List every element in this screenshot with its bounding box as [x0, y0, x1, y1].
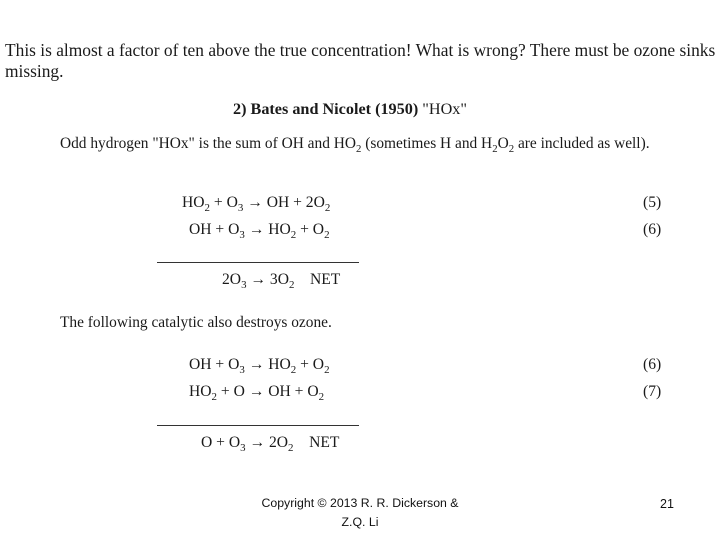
reaction-6-t0: OH + O [189, 221, 240, 238]
reaction-7 [189, 383, 324, 401]
reaction-6-t4: + O [296, 221, 325, 238]
reaction-7-t2: + O → OH + O [216, 383, 319, 400]
reaction-6-number: (6) [643, 221, 662, 238]
reaction-6b-s5: 2 [324, 363, 330, 376]
net-2-t2: → 2O [245, 434, 289, 451]
reaction-7-s1: 2 [211, 390, 217, 403]
reaction-6b-s3: 2 [290, 363, 297, 376]
reaction-6-s5: 2 [324, 228, 330, 241]
reaction-5-number: (5) [643, 194, 662, 211]
net-reaction-2 [201, 434, 339, 452]
intro-text: This is almost a factor of ten above the true concentration! What is wrong? There must be ozone sinks missing. [5, 40, 716, 81]
reaction-6b-t4: + O [296, 356, 325, 373]
reaction-6b-t2: → HO [244, 356, 291, 373]
net-1-s3: 2 [288, 278, 295, 291]
reaction-6-t2: → HO [244, 221, 291, 238]
para1-part-d: are included as well). [514, 135, 650, 152]
sum-rule-1 [157, 262, 359, 263]
reaction-6b-s1: 3 [239, 363, 245, 376]
net-1-t2: → 3O [246, 271, 289, 288]
reaction-5-t2: + O [209, 194, 238, 211]
reaction-6b-number: (6) [643, 356, 662, 373]
reaction-6b [189, 356, 330, 374]
hox-definition-paragraph [60, 134, 710, 154]
net-1-s1: 3 [241, 278, 247, 291]
copyright-notice: Copyright © 2013 R. R. Dickerson & Z.Q. Li [261, 496, 459, 529]
para1-sub-b: 2 [492, 142, 498, 155]
net-reaction-1 [222, 271, 340, 289]
reaction-6 [189, 221, 330, 239]
para1-part-b: (sometimes H and H [361, 135, 493, 152]
reaction-7-number: (7) [643, 383, 662, 400]
page-number: 21 [660, 497, 674, 511]
para1-sub-a: 2 [355, 142, 362, 155]
reaction-5-t0: HO [182, 194, 205, 211]
reaction-6-s3: 2 [290, 228, 297, 241]
para1-part-a: Odd hydrogen "HOx" is the sum of OH and HO [60, 135, 356, 152]
reaction-7-s3: 2 [318, 390, 325, 403]
section-heading-quote: "HOx" [422, 100, 467, 118]
reaction-5 [182, 194, 330, 212]
para1-sub-c: 2 [508, 142, 515, 155]
reaction-5-t4: → OH + 2O [243, 194, 325, 211]
reaction-6-s1: 3 [239, 228, 245, 241]
net-2-s1: 3 [240, 441, 246, 454]
section-heading-main: 2) Bates and Nicolet (1950) [233, 100, 419, 118]
reaction-5-s5: 2 [324, 201, 331, 214]
net-1-t0: 2O [222, 271, 242, 288]
reaction-7-t0: HO [189, 383, 212, 400]
net-1-label: NET [294, 271, 341, 288]
reaction-5-s1: 2 [204, 201, 210, 214]
net-2-s3: 2 [288, 441, 294, 454]
section-heading [233, 100, 467, 119]
reaction-6b-t0: OH + O [189, 356, 240, 373]
para1-part-c: O [497, 135, 509, 152]
net-2-label: NET [293, 434, 340, 451]
catalytic-paragraph: The following catalytic also destroys ozone. [60, 314, 332, 331]
reaction-5-s3: 3 [237, 201, 244, 214]
sum-rule-2 [157, 425, 359, 426]
net-2-t0: O + O [201, 434, 241, 451]
